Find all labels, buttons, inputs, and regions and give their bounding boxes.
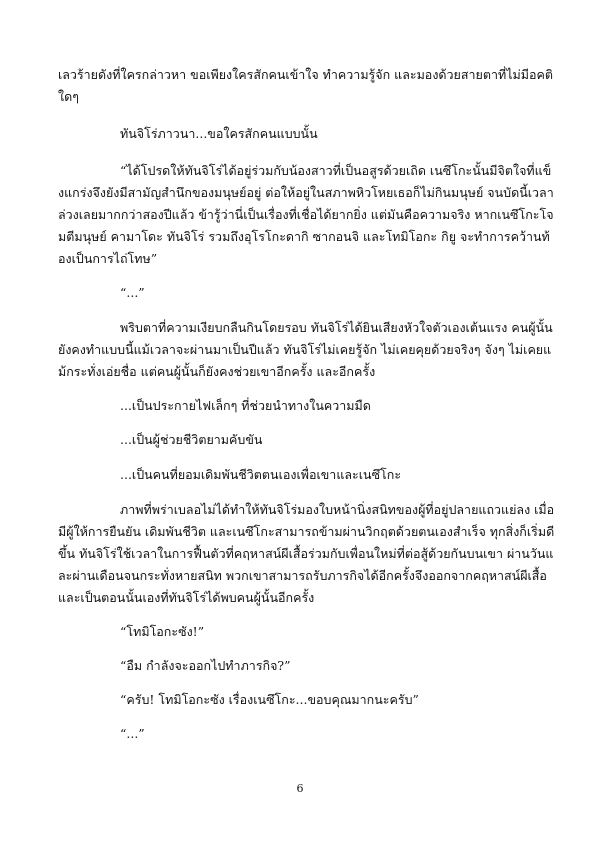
dialogue-line-2: “อืม กำลังจะออกไปทำภารกิจ?” (120, 658, 291, 673)
page-number: 6 (296, 782, 304, 795)
paragraph-continuation: เลวร้ายดังที่ใครกล่าวหา ขอเพียงใครสักคนเข้าใจ ทำความรู้จัก และมองด้วยสายตาที่ไม่มีอคติใดๆ (58, 67, 553, 104)
paragraph-savior: ...เป็นผู้ช่วยชีวิตยามคับขัน (120, 432, 263, 447)
paragraph-plea: “ได้โปรดให้ทันจิโร่ได้อยู่ร่วมกับน้องสาวที่เป็นอสูรด้วยเถิด เนซึโกะนั้นมีจิตใจที่แข็งแกร่งจึงยังมีสามัญสำนึกของมนุษย์อยู่ ต่อให้อยู่ในสภาพหิวโหยเธอก็ไม่กินมนุษย์ จนบัดนี้เวลาล่วงเลยมากกว่าสองปีแล้ว ข้ารู้ว่านี่เป็นเรื่องที่เชื่อได้ยากยิ่ง แต่มันคือความจริง หากเนซึโกะโจมตีมนุษย์ คามาโดะ ทันจิโร่ รวมถึงอุโรโกะดากิ ซากอนจิ และโทมิโอกะ กิยู จะทำการคว้านท้องเป็นการไถ่โทษ” (58, 163, 554, 266)
paragraph-wager: ...เป็นคนที่ยอมเดิมพันชีวิตตนเองเพื่อเขาและเนซึโกะ (120, 467, 402, 482)
dialogue-line-3: “ครับ! โทมิโอกะซัง เรื่องเนซึโกะ...ขอบคุณมากนะครับ” (120, 692, 419, 707)
paragraph-silence: “...” (120, 285, 145, 300)
paragraph-heartbeat: พริบตาที่ความเงียบกลืนกินโดยรอบ ทันจิโร่ได้ยินเสียงหัวใจตัวเองเต้นแรง คนผู้นั้นยังคงทำแบบนี้แม้เวลาจะผ่านมาเป็นปีแล้ว ทันจิโร่ไม่เคยรู้จัก ไม่เคยคุยด้วยจริงๆ จังๆ ไม่เคยแม้กระทั่งเอ่ยชื่อ แต่คนผู้นั้นก็ยังคงช่วยเขาอีกครั้ง และอีกครั้ง (58, 320, 553, 379)
dialogue-line-1: “โทมิโอกะซัง!” (120, 624, 205, 639)
dialogue-line-4: “...” (120, 726, 145, 741)
paragraph-spark: ...เป็นประกายไฟเล็กๆ ที่ช่วยนำทางในความมืด (120, 398, 371, 413)
paragraph-recovery: ภาพที่พร่าเบลอไม่ได้ทำให้ทันจิโร่มองใบหน้านิ่งสนิทของผู้ที่อยู่ปลายแถวแย่ลง เมื่อมีผู้ให้การยืนยัน เดิมพันชีวิต และเนซึโกะสามารถข้ามผ่านวิกฤตด้วยตนเองสำเร็จ ทุกสิ่งก็เริ่มดีขึ้น ทันจิโร่ใช้เวลาในการฟื้นตัวที่คฤหาสน์ผีเสื้อร่วมกับเพื่อนใหม่ที่ต่อสู้ด้วยกันบนเขา ผ่านวันและผ่านเดือนจนกระทั่งหายสนิท พวกเขาสามารถรับภารกิจได้อีกครั้งจึงออกจากคฤหาสน์ผีเสื้อ และเป็นตอนนั้นเองที่ทันจิโร่ได้พบคนผู้นั้นอีกครั้ง (58, 502, 555, 605)
paragraph-prayer: ทันจิโร่ภาวนา...ขอใครสักคนแบบนั้น (120, 126, 318, 141)
